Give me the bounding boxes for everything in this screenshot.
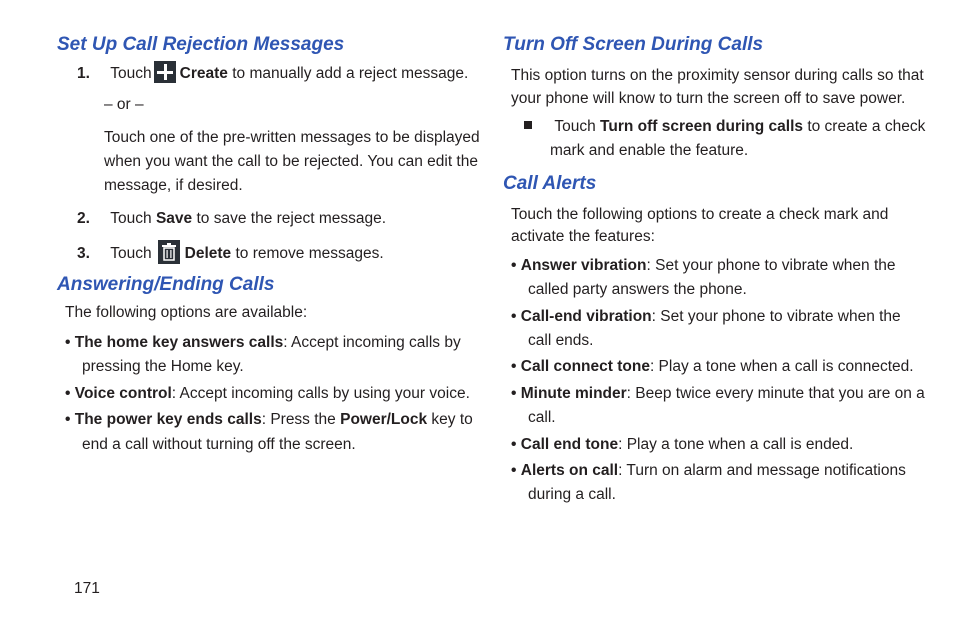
bullet-item: • Call end tone: Play a tone when a call is ended. bbox=[511, 436, 854, 453]
bullet-continuation: pressing the Home key. bbox=[82, 358, 244, 375]
bullet-item: • Minute minder: Beep twice every minute that you are on a bbox=[511, 385, 925, 402]
call-alerts-heading: Call Alerts bbox=[503, 173, 597, 194]
answering-heading: Answering/Ending Calls bbox=[57, 274, 275, 295]
paragraph-line: This option turns on the proximity sensor during calls so that bbox=[511, 67, 924, 84]
bullet-item: • Answer vibration: Set your phone to vibrate when the bbox=[511, 257, 896, 274]
bullet-continuation: during a call. bbox=[528, 486, 616, 503]
paragraph-line: your phone will know to turn the screen off to save power. bbox=[511, 90, 906, 107]
bullet-continuation: called party answers the phone. bbox=[528, 281, 747, 298]
plus-icon bbox=[154, 61, 176, 83]
paragraph-line: when you want the call to be rejected. You can edit the bbox=[104, 153, 478, 170]
bullet-item: • The home key answers calls: Accept incoming calls by bbox=[65, 334, 461, 351]
step-2: 2. Touch Save to save the reject message. bbox=[77, 210, 387, 227]
or-separator: – or – bbox=[104, 96, 144, 113]
bullet-continuation: mark and enable the feature. bbox=[550, 142, 749, 159]
step-1: 1. Touch Create to manually add a reject message. bbox=[77, 61, 468, 84]
bullet-item: • Alerts on call: Turn on alarm and message notifications bbox=[511, 462, 906, 479]
options-intro: The following options are available: bbox=[65, 304, 308, 321]
paragraph-line: Touch one of the pre-written messages to be displayed bbox=[104, 129, 480, 146]
bullet-item: • Call connect tone: Play a tone when a call is connected. bbox=[511, 358, 914, 375]
bullet-item: • Voice control: Accept incoming calls by using your voice. bbox=[65, 385, 470, 402]
paragraph-line: Touch the following options to create a check mark and bbox=[511, 206, 889, 223]
step-number: 1. bbox=[77, 65, 90, 82]
paragraph-line: message, if desired. bbox=[104, 177, 243, 194]
bullet-item: • The power key ends calls: Press the Power/Lock key to bbox=[65, 411, 473, 428]
page-number: 171 bbox=[74, 580, 100, 597]
bullet-continuation: call ends. bbox=[528, 332, 594, 349]
paragraph-line: activate the features: bbox=[511, 228, 655, 245]
bullet-item: • Call-end vibration: Set your phone to vibrate when the bbox=[511, 308, 901, 325]
trash-icon bbox=[158, 240, 180, 264]
setup-heading: Set Up Call Rejection Messages bbox=[57, 34, 345, 55]
square-bullet-item: Touch Turn off screen during calls to create a check bbox=[524, 117, 925, 137]
step-3: 3. Touch Delete to remove messages. bbox=[77, 240, 384, 264]
bullet-continuation: end a call without turning off the screen. bbox=[82, 436, 356, 453]
bullet-continuation: call. bbox=[528, 409, 556, 426]
turn-off-screen-heading: Turn Off Screen During Calls bbox=[503, 34, 764, 55]
square-bullet-icon bbox=[524, 121, 532, 129]
